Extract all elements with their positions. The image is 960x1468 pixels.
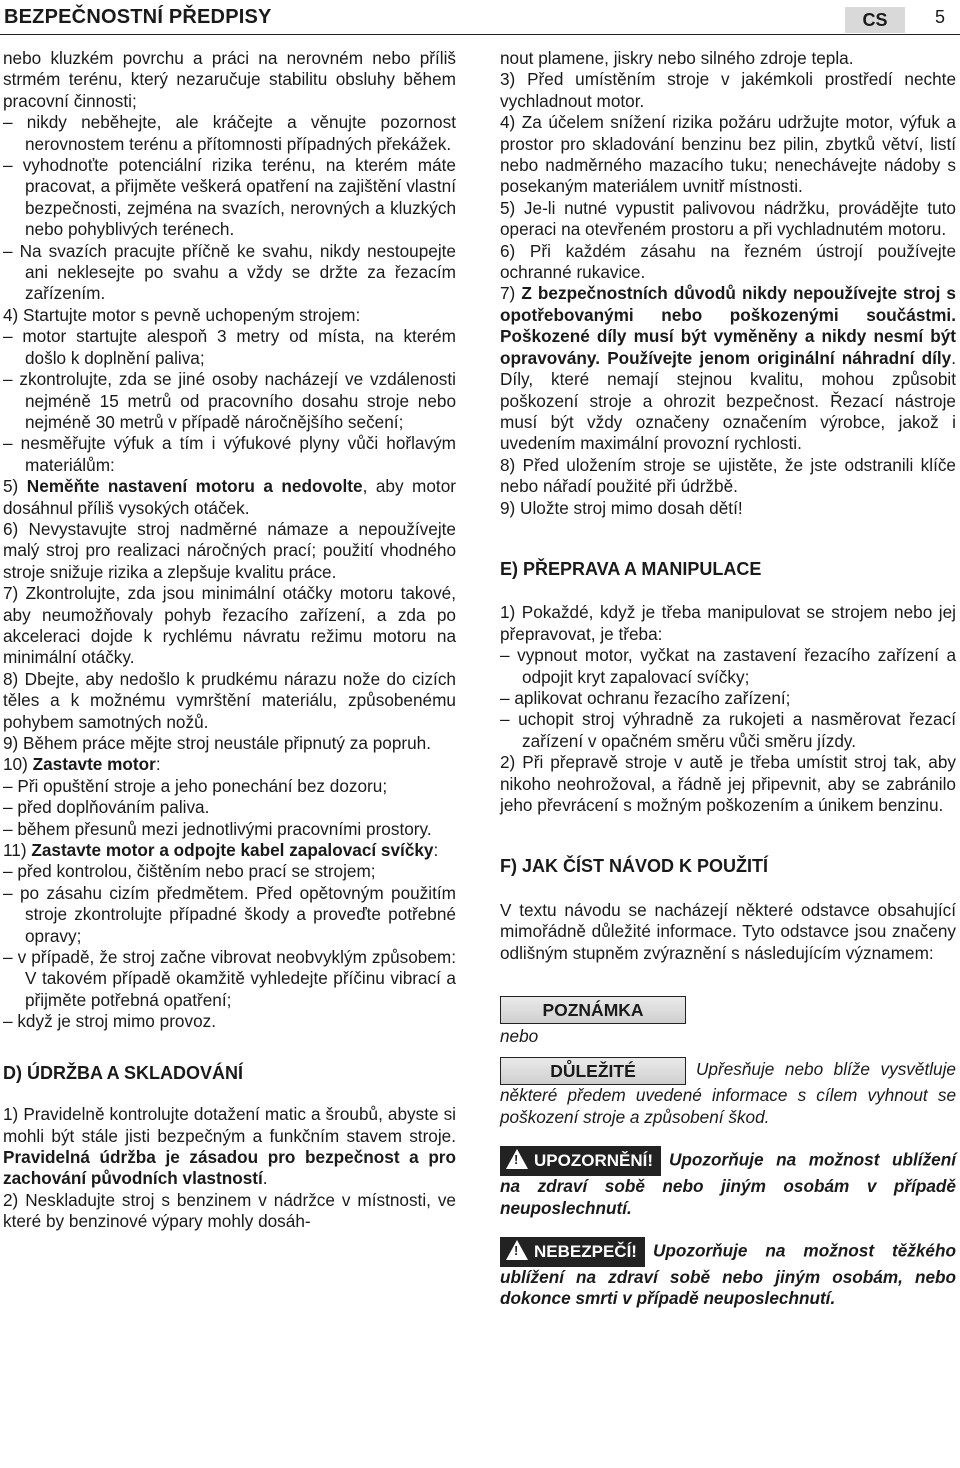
bold-text: Zastavte motor a odpojte kabel zapalovací svíčky bbox=[31, 840, 434, 861]
item-text: : bbox=[155, 754, 161, 775]
list-item: – po zásahu cizím předmětem. Před opětovným použitím stroje zkontrolujte případné škody a proveďte potřebné opravy; bbox=[3, 882, 456, 946]
paragraph: nebo kluzkém povrchu a práci na nerovném nebo příliš strmém terénu, který nezaručuje stabilitu obsluhy během pracovní činnosti; bbox=[3, 48, 456, 111]
language-badge: CS bbox=[845, 7, 905, 33]
warning-label-text: UPOZORNĚNÍ! bbox=[534, 1151, 653, 1171]
list-item: – Na svazích pracujte příčně ke svahu, nikdy nestoupejte ani neklesejte po svahu a vždy se držte za řezacím zařízením. bbox=[3, 240, 456, 304]
bold-text: Zastavte motor bbox=[32, 754, 156, 775]
item-number: 10) bbox=[3, 754, 33, 775]
page-number: 5 bbox=[935, 7, 946, 27]
paragraph: 5) Je-li nutné vypustit palivovou nádržku, provádějte tuto operaci na otevřeném prostoru a při vychladnutém motoru. bbox=[500, 197, 956, 240]
list-item: – před kontrolou, čištěním nebo prací se strojem; bbox=[3, 861, 376, 882]
paragraph: V textu návodu se nacházejí některé odstavce obsahující mimořádně důležité informace. Tyto odstavce jsou značeny odlišným stupněm zvýraznění s následujícím významem: bbox=[500, 899, 956, 963]
paragraph bbox=[3, 754, 456, 775]
paragraph bbox=[3, 840, 456, 861]
paragraph: 8) Dbejte, aby nedošlo k prudkému nárazu nože do cizích těles a k možnému vymrštění materiálu, způsobenému pohybem samotných nožů. bbox=[3, 668, 456, 732]
list-item: – v případě, že stroj začne vibrovat neobvyklým způsobem: V takovém případě okamžitě vyhledejte příčinu vibrací a přijměte potřebná opatření; bbox=[3, 947, 456, 1010]
page-header bbox=[0, 0, 960, 40]
bold-text: Neměňte nastavení motoru a nedovolte bbox=[26, 476, 363, 497]
list-item: – zkontrolujte, zda se jiné osoby nacházejí ve vzdálenosti nejméně 15 metrů od pracovního dosahu stroje nebo nejméně 30 metrů v případě náročnějšího sečení; bbox=[3, 369, 456, 432]
item-text: , aby motor dosáhnul příliš vysokých otáček. bbox=[3, 476, 456, 518]
item-number: 5) bbox=[3, 476, 27, 497]
section-heading: F) JAK ČÍST NÁVOD K POUŽITÍ bbox=[500, 856, 769, 877]
item-number: 11) bbox=[3, 840, 32, 861]
danger-text: Upozorňuje na možnost těžkého ublížení na zdraví sobě nebo jiným osobám, nebo dokonce smrti v případě neuposlechnutí. bbox=[500, 1240, 956, 1309]
item-text: : bbox=[433, 840, 439, 861]
list-item: – Při opuštění stroje a jeho ponechání bez dozoru; bbox=[3, 775, 388, 796]
danger-label bbox=[500, 1237, 645, 1267]
item-text: . Díly, které nemají stejnou kvalitu, mohou způsobit poškození stroje a ohrozit bezpečnost. Řezací nástroje musí být vždy označeny označením výrobce, jakož i uvedením maximální provozní rychlosti. bbox=[500, 347, 956, 454]
paragraph: nout plamene, jiskry nebo silného zdroje tepla. bbox=[500, 48, 854, 68]
warning-triangle-icon bbox=[506, 1149, 528, 1169]
note-label: POZNÁMKA bbox=[500, 996, 686, 1024]
paragraph: 2) Při přepravě stroje v autě je třeba umístit stroj tak, aby nikoho neohrožoval, a řádně jej připevnit, aby se zabránilo jeho převrácení s možným poškozením a únikem benzinu. bbox=[500, 752, 956, 815]
danger-label-text: NEBEZPEČÍ! bbox=[534, 1242, 637, 1262]
list-item: – během přesunů mezi jednotlivými pracovními prostory. bbox=[3, 818, 432, 839]
left-column bbox=[3, 48, 456, 1233]
warning-paragraph bbox=[500, 1146, 956, 1219]
item-text: . bbox=[262, 1168, 268, 1189]
list-item: – nesměřujte výfuk a tím i výfukové plyny vůči hořlavým materiálům: bbox=[3, 433, 456, 475]
list-item: – když je stroj mimo provoz. bbox=[3, 1011, 216, 1032]
item-text: 1) Pravidelně kontrolujte dotažení matic a šroubů, abyste si mohli být stále jisti bezpečným a funkčním stavem stroje. bbox=[3, 1104, 456, 1146]
important-text: Upřesňuje nebo blíže vysvětluje některé předem uvedené informace s cílem vyhnout se poškození stroje a způsobení škod. bbox=[500, 1059, 956, 1127]
list-item: – aplikovat ochranu řezacího zařízení; bbox=[500, 687, 791, 708]
paragraph: 4) Startujte motor s pevně uchopeným strojem: bbox=[3, 304, 361, 325]
paragraph: 2) Neskladujte stroj s benzinem v nádržce v místnosti, ve které by benzinové výpary mohly dosáh- bbox=[3, 1189, 456, 1232]
paragraph: 1) Pokaždé, když je třeba manipulovat se strojem nebo jej přepravovat, je třeba: bbox=[500, 602, 956, 644]
list-item: – uchopit stroj výhradně za rukojeti a nasměrovat řezací zařízení v opačném směru vůči směru jízdy. bbox=[500, 709, 956, 751]
important-legend bbox=[500, 1057, 956, 1128]
section-heading: E) PŘEPRAVA A MANIPULACE bbox=[500, 558, 762, 579]
paragraph: 9) Uložte stroj mimo dosah dětí! bbox=[500, 497, 743, 518]
list-item: – před doplňováním paliva. bbox=[3, 797, 210, 818]
paragraph bbox=[3, 476, 456, 519]
list-item: – vypnout motor, vyčkat na zastavení řezacího zařízení a odpojit kryt zapalovací svíčky; bbox=[500, 645, 956, 687]
paragraph: 4) Za účelem snížení rizika požáru udržujte motor, výfuk a prostor pro skladování benzinu bez pilin, zbytků větví, listí nebo nadměrného mazacího tuku; nenechávejte nádoby s posekaným materiálem uvnitř místnosti. bbox=[500, 112, 956, 197]
paragraph bbox=[3, 1104, 456, 1190]
note-or-text: nebo bbox=[500, 1026, 539, 1047]
bold-text: Pravidelná údržba je zásadou pro bezpečnost a pro zachování původních vlastností bbox=[3, 1146, 456, 1189]
header-divider bbox=[0, 34, 960, 35]
list-item: – motor startujte alespoň 3 metry od místa, na kterém došlo k doplnění paliva; bbox=[3, 326, 456, 368]
paragraph: 8) Před uložením stroje se ujistěte, že jste odstranili klíče nebo nářadí použité při údržbě. bbox=[500, 454, 956, 497]
paragraph: 6) Nevystavujte stroj nadměrné námaze a nepoužívejte malý stroj pro realizaci náročných prací; použití vhodného stroje snižuje rizika a zlepšuje kvalitu práce. bbox=[3, 518, 456, 582]
item-number: 7) bbox=[500, 283, 522, 304]
bold-text: Z bezpečnostních důvodů nikdy nepoužívejte stroj s opotřebovanými nebo poškozenými součástmi. Poškozené díly musí být vyměněny a nikdy nesmí být opravovány. Používejte jenom originální náhradní díly bbox=[500, 283, 956, 368]
right-column bbox=[500, 48, 956, 1310]
paragraph: 9) Během práce mějte stroj neustále připnutý za popruh. bbox=[3, 733, 432, 753]
important-paragraph bbox=[500, 1057, 956, 1128]
note-legend bbox=[500, 996, 956, 1024]
paragraph bbox=[500, 283, 956, 454]
paragraph: 3) Před umístěním stroje v jakémkoli prostředí nechte vychladnout motor. bbox=[500, 69, 956, 111]
danger-paragraph bbox=[500, 1237, 956, 1310]
warning-text: Upozorňuje na možnost ublížení na zdraví sobě nebo jiným osobám v případě neuposlechnutí. bbox=[500, 1149, 956, 1218]
warning-label bbox=[500, 1146, 661, 1176]
warning-legend bbox=[500, 1146, 956, 1219]
list-item: – vyhodnoťte potenciální rizika terénu, na kterém máte pracovat, a přijměte veškerá opatření na zajištění vlastní bezpečnosti, zejména na svazích, nerovných a kluzkých nebo pohyblivých terénech. bbox=[3, 155, 456, 240]
page-title: BEZPEČNOSTNÍ PŘEDPISY bbox=[4, 6, 272, 28]
important-label: DŮLEŽITÉ bbox=[500, 1057, 686, 1085]
danger-legend bbox=[500, 1237, 956, 1310]
exclamation-glyph: ! bbox=[514, 1152, 519, 1168]
paragraph: 7) Zkontrolujte, zda jsou minimální otáčky motoru takové, aby neumožňovaly pohyb řezacího zařízení, a zda po akceleraci dojde k rychlému návratu režimu motoru na minimální otáčky. bbox=[3, 583, 456, 668]
paragraph: 6) Při každém zásahu na řezném ústrojí používejte ochranné rukavice. bbox=[500, 240, 956, 283]
danger-triangle-icon bbox=[506, 1240, 528, 1260]
section-heading: D) ÚDRŽBA A SKLADOVÁNÍ bbox=[3, 1062, 243, 1083]
exclamation-glyph: ! bbox=[514, 1243, 519, 1259]
list-item: – nikdy neběhejte, ale kráčejte a věnujte pozornost nerovnostem terénu a přítomnosti případných překážek. bbox=[3, 112, 456, 154]
